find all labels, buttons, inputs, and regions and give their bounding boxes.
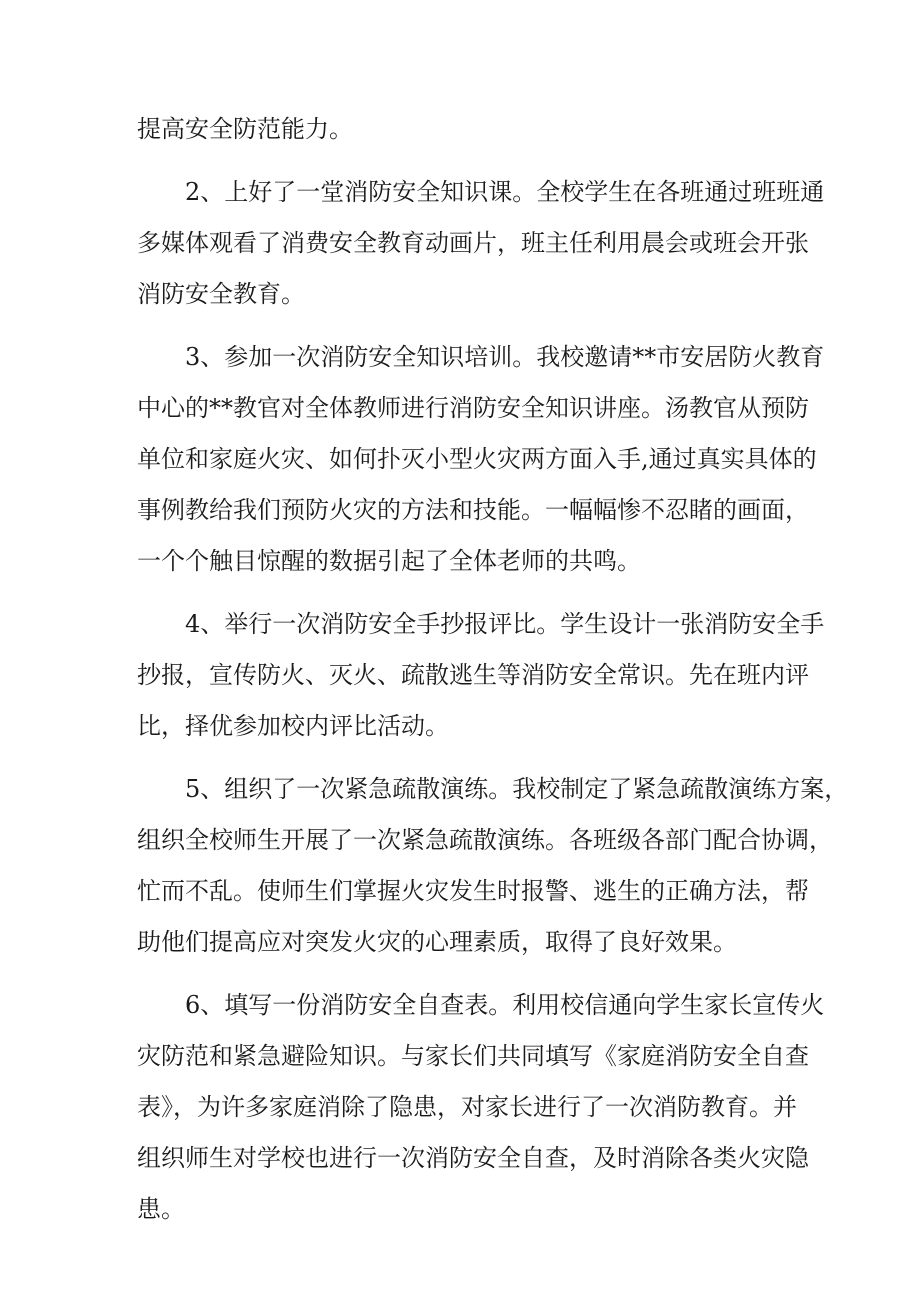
text-line: 2、上好了一堂消防安全知识课。全校学生在各班通过班班通 [185,178,825,206]
text-line: 单位和家庭火灾、如何扑灭小型火灾两方面入手,通过真实具体的 [137,445,817,473]
text-line: 3、参加一次消防安全知识培训。我校邀请**市安居防火教育 [185,343,825,371]
text-line: 4、举行一次消防安全手抄报评比。学生设计一张消防安全手 [185,610,825,638]
paragraph-continuation [137,104,805,155]
text-line: 组织师生对学校也进行一次消防安全自查，及时消除各类火灾隐 [137,1144,809,1172]
text-line: 6、填写一份消防安全自查表。利用校信通向学生家长宣传火 [185,991,825,1019]
text-line: 中心的**教官对全体教师进行消防安全知识讲座。汤教官从预防 [137,394,809,422]
paragraph-item-6 [137,980,825,1235]
text-line: 事例教给我们预防火灾的方法和技能。一幅幅惨不忍睹的画面， [137,496,809,524]
text-line: 忙而不乱。使师生们掌握火灾发生时报警、逃生的正确方法，帮 [137,877,809,905]
text-line: 一个个触目惊醒的数据引起了全体老师的共鸣。 [137,547,641,575]
text-line: 组织全校师生开展了一次紧急疏散演练。各班级各部门配合协调， [137,826,833,854]
text-line: 助他们提高应对突发火灾的心理素质，取得了良好效果。 [137,928,737,956]
text-line: 抄报，宣传防火、灭火、疏散逃生等消防安全常识。先在班内评 [137,661,809,689]
text-line: 灾防范和紧急避险知识。与家长们共同填写《家庭消防安全自查 [137,1042,809,1070]
text-line: 多媒体观看了消费安全教育动画片，班主任利用晨会或班会开张 [137,229,809,257]
text-line: 表》，为许多家庭消除了隐患，对家长进行了一次消防教育。并 [137,1093,797,1121]
paragraph-item-3 [137,332,825,587]
paragraph-item-4 [137,599,825,752]
text-line: 患。 [137,1195,185,1223]
paragraph-item-5 [137,764,849,968]
text-line: 提高安全防范能力。 [137,115,353,143]
text-line: 比，择优参加校内评比活动。 [137,712,449,740]
text-line: 消防安全教育。 [137,280,305,308]
text-line: 5、组织了一次紧急疏散演练。我校制定了紧急疏散演练方案， [185,775,849,803]
paragraph-item-2 [137,167,825,320]
document-body [137,104,849,1247]
